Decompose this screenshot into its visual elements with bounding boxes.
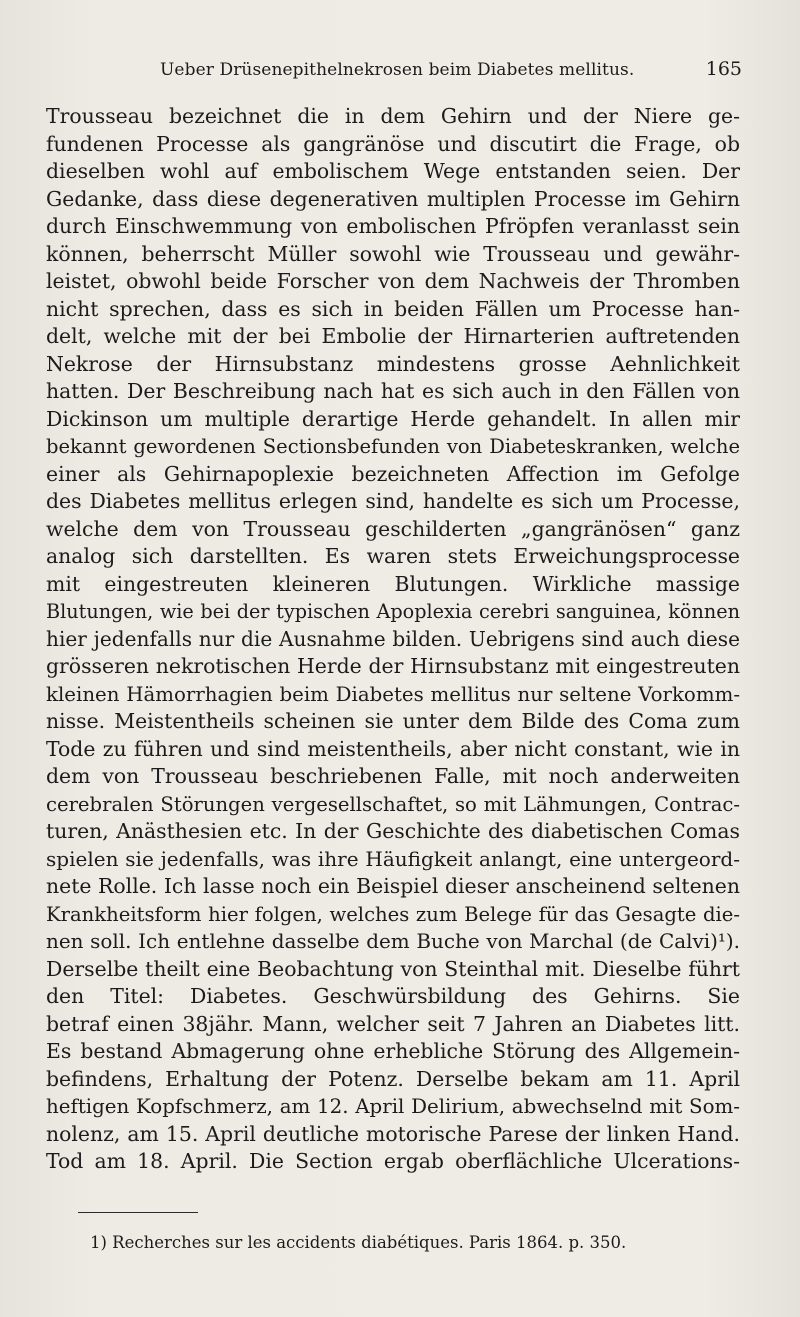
text-line: Tod am 18. April. Die Section ergab oberflächliche Ulcerations- <box>46 1149 740 1173</box>
text-line: den Titel: Diabetes. Geschwürsbildung des Gehirns. Sie <box>46 984 740 1008</box>
text-line: betraf einen 38jähr. Mann, welcher seit 7 Jahren an Diabetes litt. <box>46 1011 740 1036</box>
text-line: kleinen Hämorrhagien beim Diabetes mellitus nur seltene Vorkomm- <box>46 682 740 706</box>
text-line: Derselbe theilt eine Beobachtung von Steinthal mit. Dieselbe führt <box>46 956 740 981</box>
text-line: können, beherrscht Müller sowohl wie Trousseau und gewähr- <box>46 241 740 266</box>
text-line: durch Einschwemmung von embolischen Pfröpfen veranlasst sein <box>46 214 740 238</box>
text-line: nen soll. Ich entlehne dasselbe dem Buche von Marchal (de Calvi)¹). <box>46 929 740 953</box>
text-line: leistet, obwohl beide Forscher von dem Nachweis der Thromben <box>46 269 740 293</box>
text-line: Krankheitsform hier folgen, welches zum Belege für das Gesagte die- <box>46 902 740 926</box>
text-line: dieselben wohl auf embolischem Wege entstanden seien. Der <box>46 159 740 183</box>
text-line: nete Rolle. Ich lasse noch ein Beispiel dieser anscheinend seltenen <box>46 874 740 898</box>
text-line: nolenz, am 15. April deutliche motorische Parese der linken Hand. <box>46 1121 740 1146</box>
running-title: Ueber Drüsenepithelnekrosen beim Diabetes mellitus. <box>160 60 635 80</box>
text-line: Es bestand Abmagerung ohne erhebliche Störung des Allgemein- <box>46 1039 740 1063</box>
body-text <box>46 103 740 1176</box>
text-line: spielen sie jedenfalls, was ihre Häufigkeit anlangt, eine untergeord- <box>46 846 740 871</box>
text-line: nicht sprechen, dass es sich in beiden Fällen um Processe han- <box>46 296 740 321</box>
footnote: 1) Recherches sur les accidents diabétiques. Paris 1864. p. 350. <box>90 1233 627 1252</box>
text-line: einer als Gehirnapoplexie bezeichneten Affection im Gefolge <box>46 461 740 486</box>
text-line: heftigen Kopfschmerz, am 12. April Delirium, abwechselnd mit Som- <box>46 1095 740 1118</box>
text-line: befindens, Erhaltung der Potenz. Derselbe bekam am 11. April <box>46 1066 740 1091</box>
text-line: delt, welche mit der bei Embolie der Hirnarterien auftretenden <box>46 324 740 348</box>
text-line: dem von Trousseau beschriebenen Falle, mit noch anderweiten <box>46 764 740 788</box>
text-line: fundenen Processe als gangränöse und discutirt die Frage, ob <box>46 131 740 156</box>
text-line: des Diabetes mellitus erlegen sind, handelte es sich um Processe, <box>46 489 740 513</box>
page-number: 165 <box>705 58 742 80</box>
page-header <box>46 60 742 88</box>
text-line: turen, Anästhesien etc. In der Geschichte des diabetischen Comas <box>46 819 740 843</box>
text-line: Trousseau bezeichnet die in dem Gehirn und der Niere ge- <box>46 104 740 128</box>
text-line: bekannt gewordenen Sectionsbefunden von Diabeteskranken, welche <box>46 435 740 458</box>
text-line: grösseren nekrotischen Herde der Hirnsubstanz mit eingestreuten <box>46 654 740 678</box>
text-line: Nekrose der Hirnsubstanz mindestens grosse Aehnlichkeit <box>46 351 740 376</box>
text-line: Dickinson um multiple derartige Herde gehandelt. In allen mir <box>46 406 740 431</box>
text-line: Gedanke, dass diese degenerativen multiplen Processe im Gehirn <box>46 186 740 211</box>
text-line: Blutungen, wie bei der typischen Apoplexia cerebri sanguinea, können <box>46 600 740 623</box>
text-line: analog sich darstellten. Es waren stets Erweichungsprocesse <box>46 544 740 568</box>
footnote-divider <box>78 1212 198 1213</box>
text-line: hier jedenfalls nur die Ausnahme bilden. Uebrigens sind auch diese <box>46 626 740 651</box>
text-line: welche dem von Trousseau geschilderten „gangränösen“ ganz <box>46 516 740 541</box>
text-line: Tode zu führen und sind meistentheils, aber nicht constant, wie in <box>46 736 740 761</box>
text-line: mit eingestreuten kleineren Blutungen. Wirkliche massige <box>46 571 740 596</box>
text-line: hatten. Der Beschreibung nach hat es sich auch in den Fällen von <box>46 379 740 403</box>
text-line: cerebralen Störungen vergesellschaftet, so mit Lähmungen, Contrac- <box>46 792 740 816</box>
text-line: nisse. Meistentheils scheinen sie unter dem Bilde des Coma zum <box>46 709 740 733</box>
